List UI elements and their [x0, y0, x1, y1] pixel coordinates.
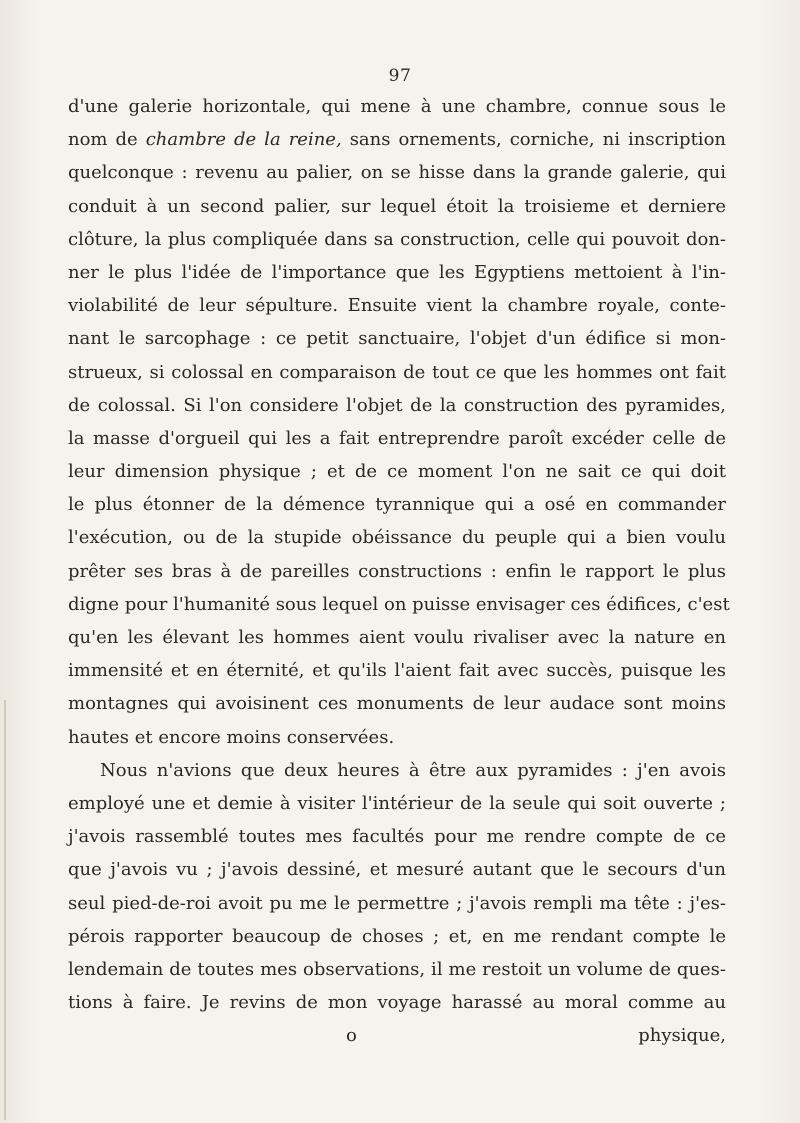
text-line: strueux, si colossal en comparaison de tout ce que les hommes ont fait	[68, 361, 726, 383]
text-line: ner le plus l'idée de l'importance que les Egyptiens mettoient à l'in-	[68, 261, 726, 283]
text-line: leur dimension physique ; et de ce moment l'on ne sait ce qui doit	[68, 461, 726, 483]
text-line: immensité et en éternité, et qu'ils l'aient fait avec succès, puisque les	[68, 660, 726, 682]
body-text	[68, 90, 730, 1052]
text-line: d'une galerie horizontale, qui mene à une chambre, connue sous le	[68, 96, 726, 117]
catchword: physique,	[638, 1025, 726, 1047]
text-segment: sans ornements, corniche, ni inscription	[341, 129, 726, 151]
text-segment: nom de	[68, 129, 146, 151]
text-line: tions à faire. Je revins de mon voyage harassé au moral comme au	[68, 992, 726, 1014]
italic-title: chambre de la reine,	[145, 129, 342, 151]
text-line: la masse d'orgueil qui les a fait entreprendre paroît excéder celle de	[68, 427, 726, 449]
text-line	[68, 123, 726, 156]
text-line: j'avois rassemblé toutes mes facultés pour me rendre compte de ce	[68, 826, 726, 848]
text-line: pérois rapporter beaucoup de choses ; et, en me rendant compte le	[68, 925, 726, 947]
signature-mark: o	[346, 1025, 357, 1047]
text-line: prêter ses bras à de pareilles constructions : enfin le rapport le plus	[68, 560, 726, 582]
text-line: seul pied-de-roi avoit pu me le permettre ; j'avois rempli ma tête : j'es-	[68, 892, 726, 914]
footer-line	[68, 1019, 726, 1052]
text-line: quelconque : revenu au palier, on se hisse dans la grande galerie, qui	[68, 162, 726, 184]
text-line: lendemain de toutes mes observations, il me restoit un volume de ques-	[68, 958, 726, 980]
text-line: Nous n'avions que deux heures à être aux pyramides : j'en avois	[100, 759, 726, 781]
text-line: qu'en les élevant les hommes aient voulu rivaliser avec la nature en	[68, 627, 726, 648]
text-line: que j'avois vu ; j'avois dessiné, et mesuré autant que le secours d'un	[68, 859, 726, 881]
text-line: de colossal. Si l'on considere l'objet de la construction des pyramides,	[68, 394, 726, 416]
text-line: montagnes qui avoisinent ces monuments de leur audace sont moins	[68, 693, 726, 715]
text-line: nant le sarcophage : ce petit sanctuaire, l'objet d'un édifice si mon-	[68, 328, 726, 350]
text-line: hautes et encore moins conservées.	[68, 726, 395, 748]
text-line: violabilité de leur sépulture. Ensuite vient la chambre royale, conte-	[68, 295, 726, 317]
page-number: 97	[388, 66, 412, 86]
text-line: digne pour l'humanité sous lequel on puisse envisager ces édifices, c'est	[68, 593, 730, 615]
binding-edge	[4, 700, 6, 1120]
text-line: le plus étonner de la démence tyrannique qui a osé en commander	[68, 494, 726, 516]
text-line: l'exécution, ou de la stupide obéissance du peuple qui a bien voulu	[68, 527, 726, 549]
text-line: clôture, la plus compliquée dans sa construction, celle qui pouvoit don-	[68, 228, 726, 250]
text-line: conduit à un second palier, sur lequel étoit la troisieme et derniere	[68, 195, 726, 217]
text-line: employé une et demie à visiter l'intérieur de la seule qui soit ouverte ;	[68, 792, 726, 814]
